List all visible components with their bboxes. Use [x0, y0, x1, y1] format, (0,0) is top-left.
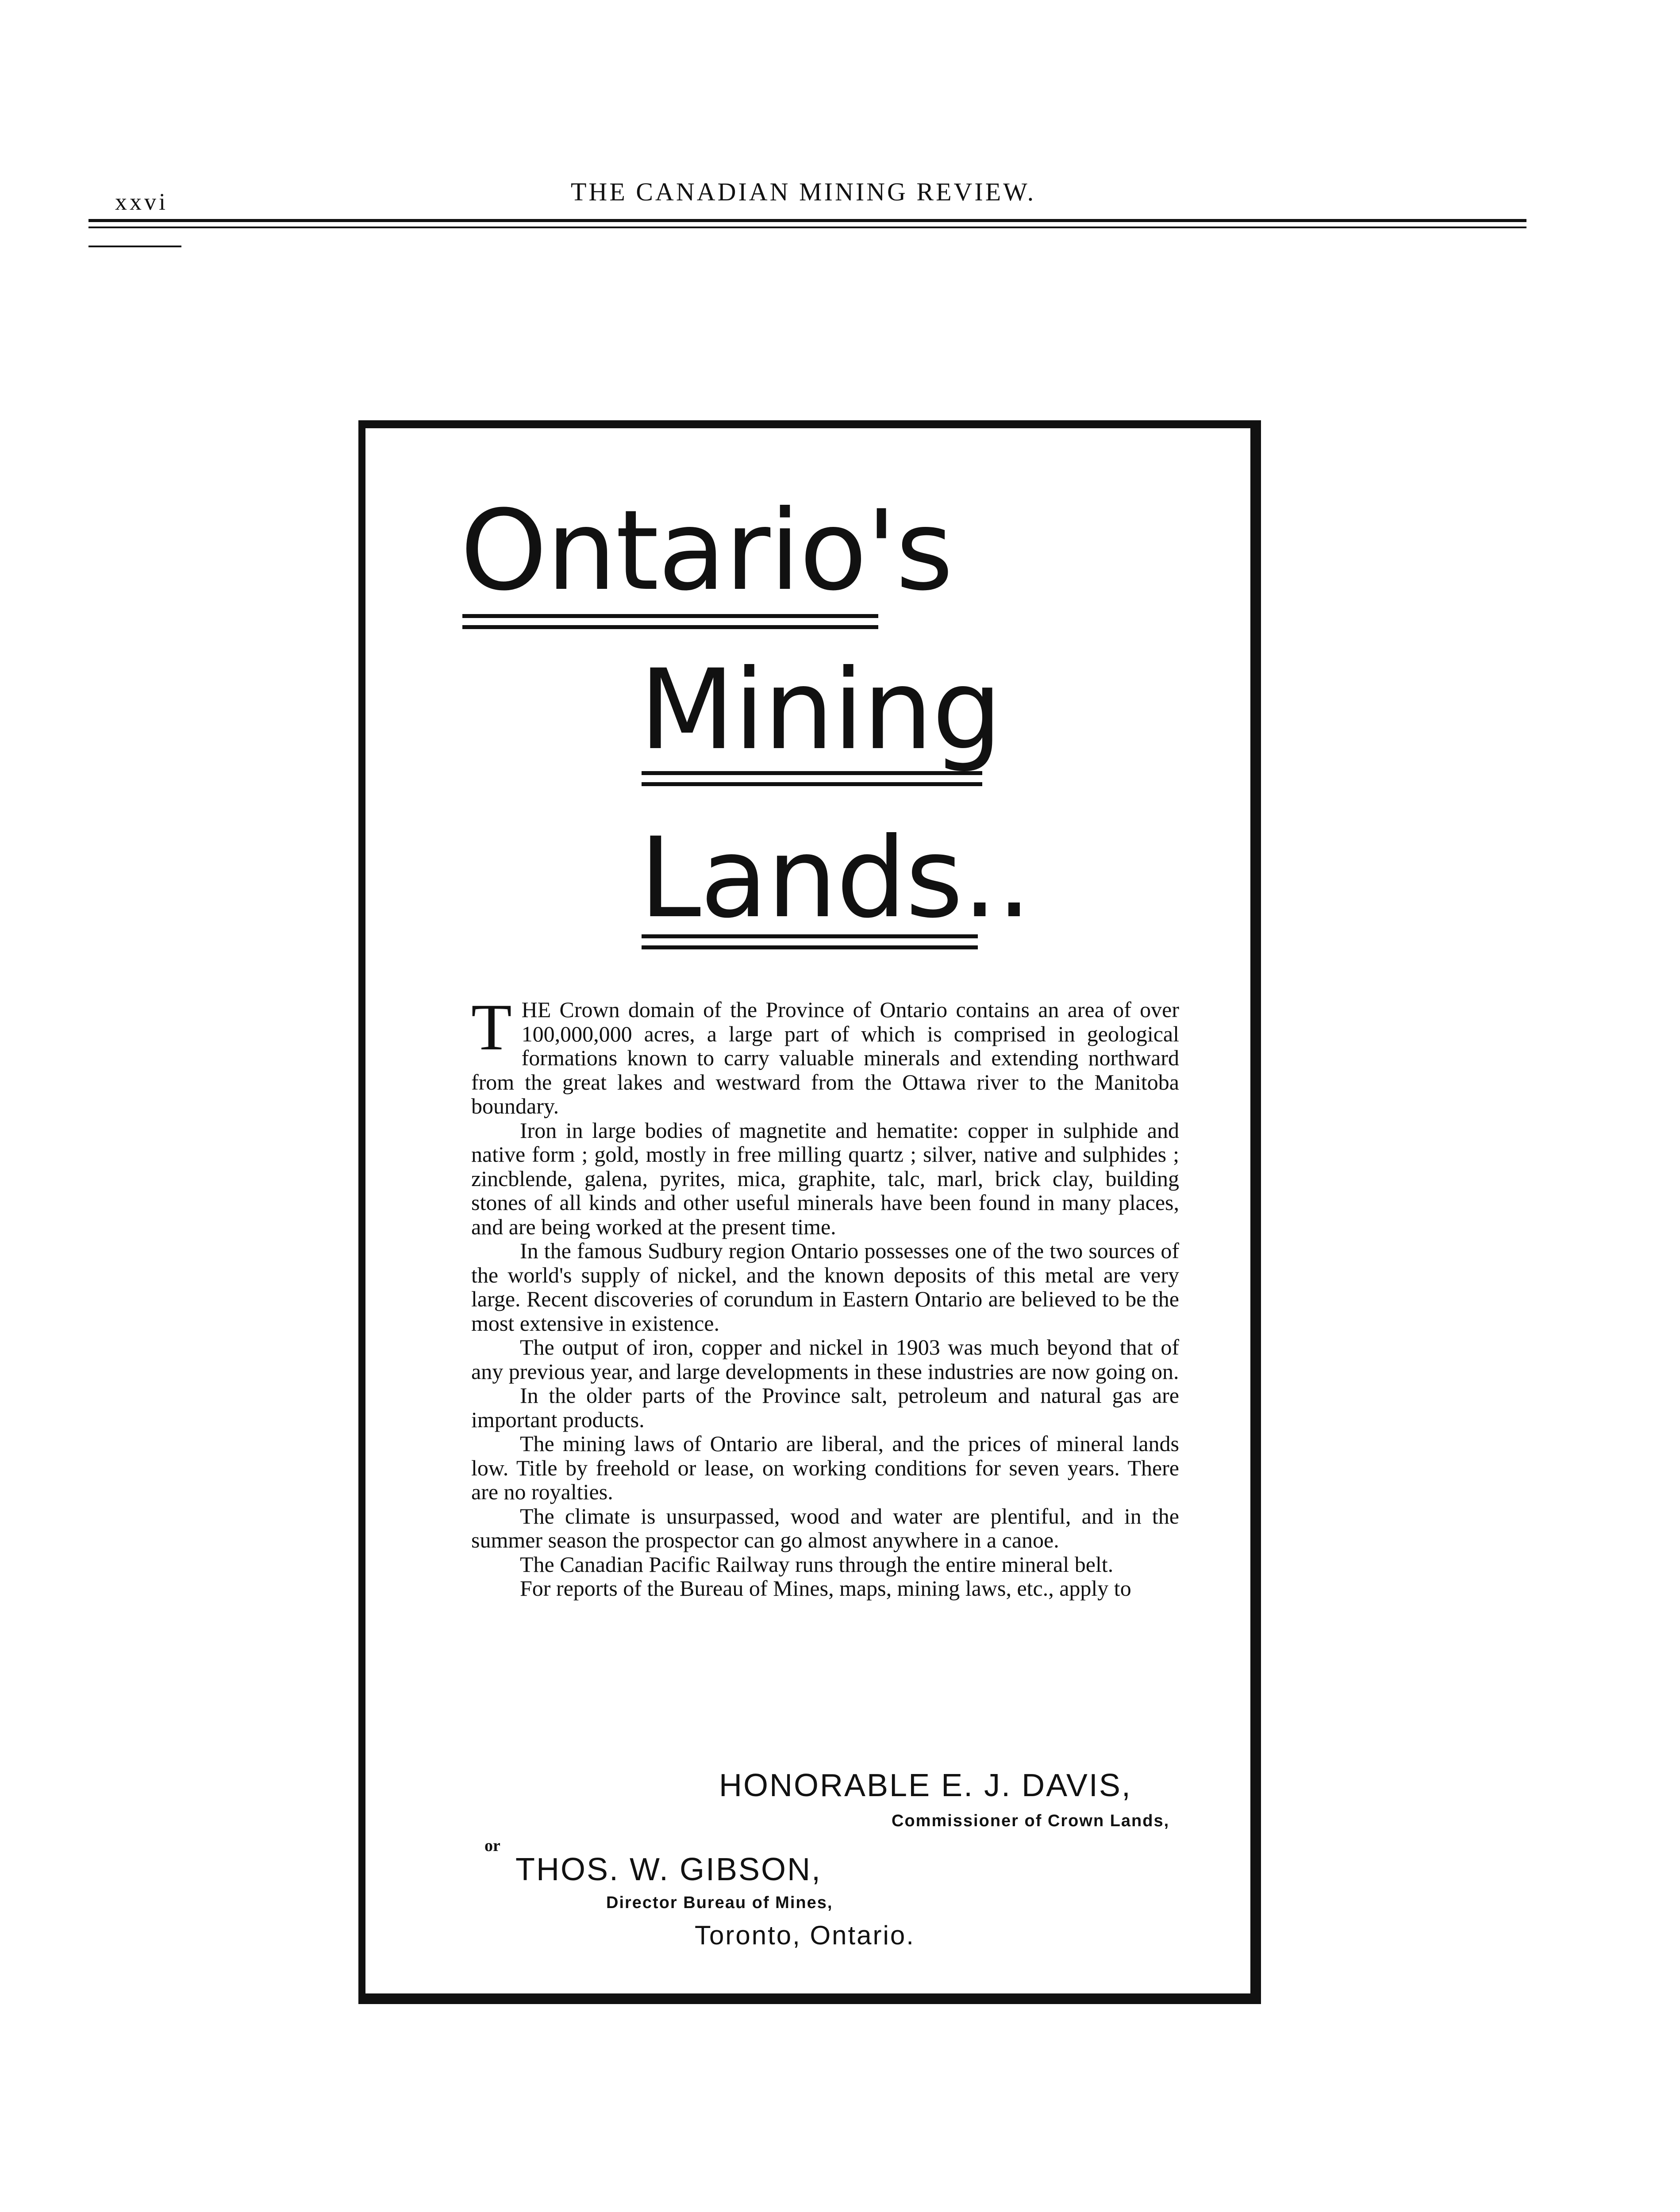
- drop-cap: T: [471, 991, 512, 1064]
- body-paragraph: Iron in large bodies of magnetite and hematite: copper in sulphide and native form ; gold, mostly in free milling quartz ; silver, native and sulphides ; zincblende, galena, pyrites, mica, graphite, talc, marl, brick clay, building stones of all kinds and other useful minerals have been found in many places, and are being worked at the present time.: [471, 1118, 1179, 1239]
- body-paragraph: In the older parts of the Province salt, petroleum and natural gas are important products.: [471, 1383, 1179, 1432]
- paragraph-text: HE Crown domain of the Province of Ontario contains an area of over 100,000,000 acres, a large part of which is comprised in geological formations known to carry valuable minerals and extending northward from the great lakes and westward from the Ottawa river to the Manitoba boundary.: [471, 997, 1179, 1118]
- contact-title-davis: Commissioner of Crown Lands,: [892, 1812, 1170, 1830]
- page-number: xxvi: [115, 188, 169, 215]
- contact-name-davis: HONORABLE E. J. DAVIS,: [719, 1768, 1132, 1803]
- or-label: or: [484, 1836, 500, 1855]
- contact-name-gibson: THOS. W. GIBSON,: [515, 1852, 822, 1887]
- body-paragraph: For reports of the Bureau of Mines, maps, mining laws, etc., apply to: [520, 1576, 1131, 1601]
- header-rule: [88, 227, 1526, 228]
- contact-location: Toronto, Ontario.: [695, 1920, 915, 1950]
- headline-line-1: Ontario's: [460, 486, 953, 615]
- body-paragraph: The climate is unsurpassed, wood and water are plentiful, and in the summer season the prospector can go almost anywhere in a canoe.: [471, 1503, 1179, 1552]
- header-rule-fragment: [88, 246, 181, 247]
- body-paragraph: In the famous Sudbury region Ontario possesses one of the two sources of the world's supply of nickel, and the known deposits of this metal are very large. Recent discoveries of corundum in Eastern Ontario are believed to be the most extensive in existence.: [471, 1238, 1179, 1336]
- contact-title-gibson: Director Bureau of Mines,: [606, 1893, 833, 1912]
- body-paragraph: The Canadian Pacific Railway runs through the entire mineral belt.: [520, 1551, 1114, 1577]
- running-title: THE CANADIAN MINING REVIEW.: [571, 177, 1036, 206]
- headline-line-2: Mining: [639, 645, 1002, 774]
- body-paragraph: The output of iron, copper and nickel in 1903 was much beyond that of any previous year, and large developments in these industries are now going on.: [471, 1335, 1179, 1384]
- body-paragraph: [471, 991, 1179, 1118]
- body-paragraph: The mining laws of Ontario are liberal, and the prices of mineral lands low. Title by freehold or lease, on working conditions for seven years. There are no royalties.: [471, 1431, 1179, 1504]
- headline-double-rule: [462, 614, 878, 629]
- headline-double-rule: [642, 934, 978, 949]
- header-rule: [88, 219, 1526, 222]
- advertisement-body: [471, 991, 1179, 1601]
- headline-double-rule: [642, 771, 982, 786]
- headline-line-3: Lands..: [639, 814, 1031, 942]
